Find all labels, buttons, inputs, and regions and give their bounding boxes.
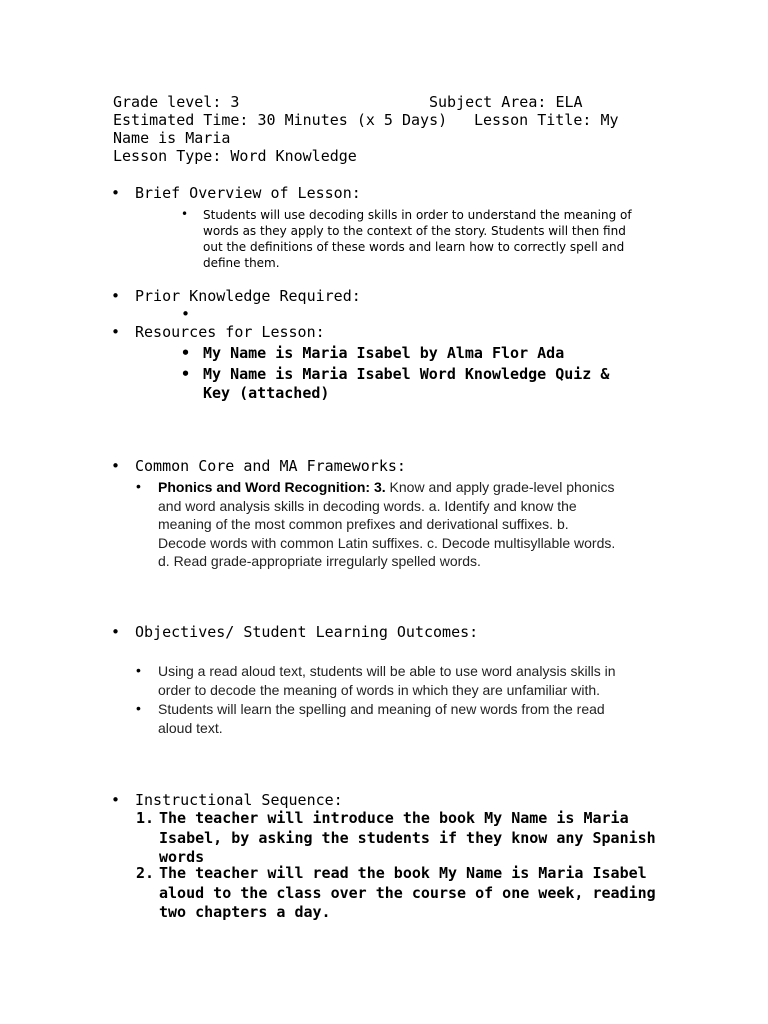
bullet-icon: • <box>111 457 121 475</box>
grade-label: Grade level: <box>113 93 222 111</box>
common-core-line: and word analysis skills in decoding words. a. Identify and know the <box>158 497 577 514</box>
bullet-icon: • <box>111 791 121 809</box>
sequence-section <box>111 791 711 809</box>
step-number: 2. <box>136 864 155 882</box>
objective-line: aloud text. <box>158 719 223 736</box>
bullet-icon: • <box>181 207 189 221</box>
overview-line: define them. <box>203 256 280 270</box>
lesson-type <box>113 147 357 165</box>
type-label: Lesson Type: <box>113 147 222 165</box>
bullet-icon: • <box>136 700 141 716</box>
sequence-line: The teacher will read the book My Name is Maria Isabel <box>159 864 647 882</box>
objective-item <box>158 700 678 737</box>
resource-item-text: My Name is Maria Isabel Word Knowledge Quiz & <box>203 365 610 383</box>
prior-knowledge-section <box>111 287 711 305</box>
overview-line: words as they apply to the context of the story. Students will then find <box>203 224 626 238</box>
common-core-heading: Common Core and MA Frameworks: <box>135 457 406 475</box>
time-label: Estimated Time: <box>113 111 249 129</box>
grade-level <box>113 93 239 111</box>
overview-line: out the definitions of these words and learn how to correctly spell and <box>203 240 625 254</box>
title-label: Lesson Title: <box>474 111 592 129</box>
resource-item <box>181 344 681 362</box>
objective-line: order to decode the meaning of words in which they are unfamiliar with. <box>158 681 601 698</box>
objectives-heading: Objectives/ Student Learning Outcomes: <box>135 623 479 641</box>
bullet-icon: • <box>136 478 141 494</box>
prior-knowledge-heading: Prior Knowledge Required: <box>135 287 361 305</box>
step-number: 1. <box>136 809 155 827</box>
bullet-icon: • <box>136 662 141 678</box>
subject-area <box>429 93 583 111</box>
common-core-line: d. Read grade-appropriate irregularly spelled words. <box>158 553 481 569</box>
subject-value: ELA <box>555 93 583 111</box>
standard-name: Phonics and Word Recognition: 3. <box>158 479 386 495</box>
objective-line: Using a read aloud text, students will be able to use word analysis skills in <box>158 663 616 679</box>
common-core-line: meaning of the most common prefixes and derivational suffixes. b. <box>158 516 569 532</box>
sequence-line: aloud to the class over the course of one week, reading <box>159 883 656 902</box>
sequence-line: The teacher will introduce the book My Name is Maria <box>159 809 629 827</box>
overview-heading: Brief Overview of Lesson: <box>135 184 361 202</box>
common-core-section <box>111 457 711 475</box>
common-core-text <box>158 478 678 571</box>
resources-section <box>111 323 711 341</box>
type-value: Word Knowledge <box>230 147 357 165</box>
objective-item <box>158 662 678 699</box>
subject-label: Subject Area: <box>429 93 547 111</box>
resource-item <box>181 365 681 403</box>
bullet-icon: • <box>111 623 121 641</box>
resource-item-text: My Name is Maria Isabel by Alma Flor Ada <box>203 344 565 362</box>
time-value: 30 Minutes (x 5 Days) <box>257 111 448 129</box>
common-core-line <box>158 478 678 497</box>
bullet-icon: • <box>181 305 191 323</box>
sequence-line: Isabel, by asking the students if they know any Spanish <box>159 828 656 847</box>
bullet-icon: • <box>181 344 191 362</box>
standard-text: Know and apply grade-level phonics <box>385 479 615 495</box>
lesson-title-continued: Name is Maria <box>113 129 231 147</box>
bullet-icon: • <box>111 287 121 305</box>
sequence-line: two chapters a day. <box>159 903 331 921</box>
lesson-title <box>474 111 619 129</box>
bullet-icon: • <box>111 323 121 341</box>
estimated-time <box>113 111 447 129</box>
overview-text <box>203 207 663 271</box>
bullet-icon: • <box>181 365 191 383</box>
resources-heading: Resources for Lesson: <box>135 323 325 341</box>
objectives-section <box>111 623 711 641</box>
title-value-line1: My <box>600 111 619 129</box>
common-core-line: Decode words with common Latin suffixes. c. Decode multisyllable words. <box>158 534 616 551</box>
sequence-step <box>159 864 679 923</box>
grade-value: 3 <box>230 93 240 111</box>
sequence-heading: Instructional Sequence: <box>135 791 343 809</box>
objective-line: Students will learn the spelling and meaning of new words from the read <box>158 701 605 717</box>
bullet-icon: • <box>111 184 121 202</box>
resource-item-text: Key (attached) <box>203 384 330 402</box>
overview-line: Students will use decoding skills in order to understand the meaning of <box>203 208 632 222</box>
sequence-line: words <box>159 848 205 866</box>
overview-section <box>111 184 711 202</box>
sequence-step <box>159 809 679 868</box>
